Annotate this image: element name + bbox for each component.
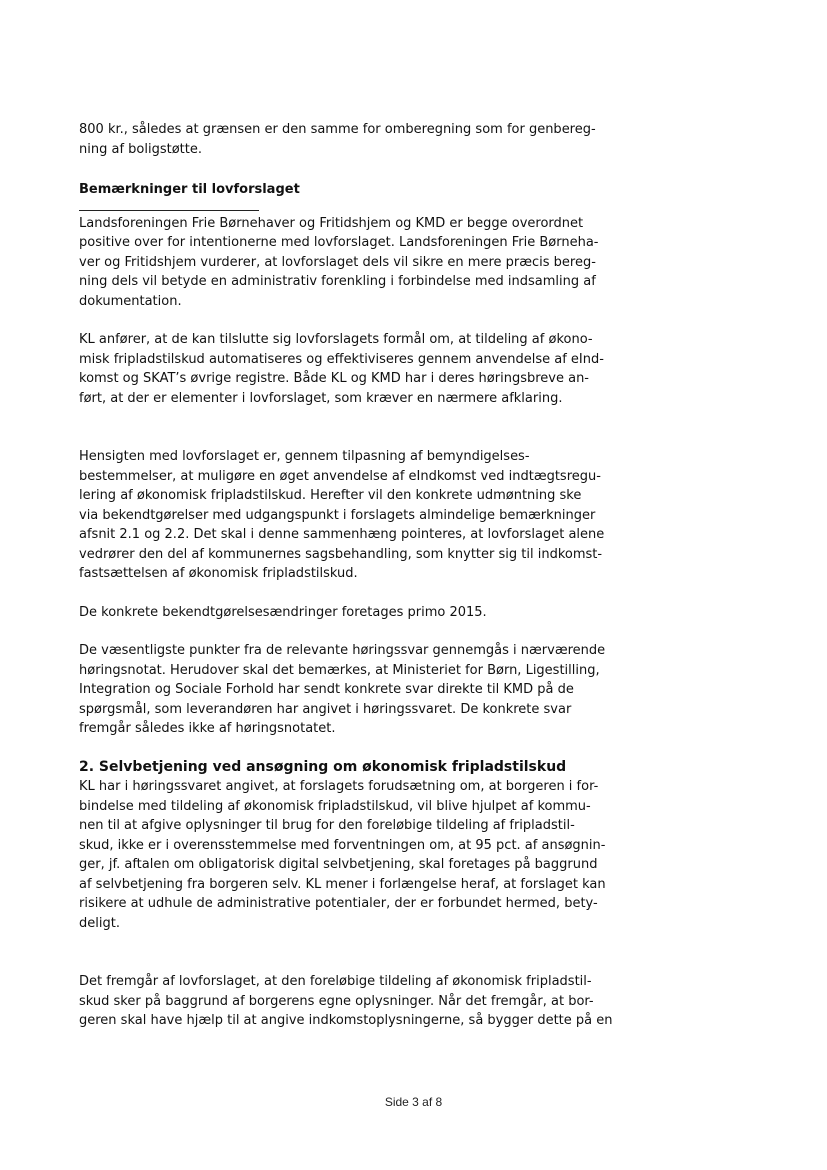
intro-paragraph: 800 kr., således at grænsen er den samme for omberegning som for genbereg- ning af boligstøtte. bbox=[79, 122, 596, 157]
paragraph-preliminary: Det fremgår af lovforslaget, at den foreløbige tildeling af økonomisk fripladstil- skud sker på baggrund af borgerens egne oplysninger. Når det fremgår, at bor- geren skal have hjælp til at angive indkomstoplysningerne, så bygger dette på en bbox=[79, 974, 613, 1028]
paragraph-purpose: Hensigten med lovforslaget er, gennem tilpasning af bemyndigelses- bestemmelser, at muligøre en øget anvendelse af eIndkomst ved indtægtsregu- lering af økonomisk fripladstilskud. Herefter vil den konkrete udmøntning ske via bekendtgørelser med udgangspunkt i forslagets almindelige bemærkninger afsnit 2.1 og 2.2. Det skal i denne sammenhæng pointeres, at lovforslaget alene vedrører den del af kommunernes sagsbehandling, som knytter sig til indkomst- fastsættelsen af økonomisk fripladstilskud. bbox=[79, 449, 605, 581]
paragraph-selfservice: KL har i høringssvaret angivet, at forslagets forudsætning om, at borgeren i for- bindelse med tildeling af økonomisk fripladstilskud, vil blive hjulpet af kommu- nen til at afgive oplysninger til brug for den foreløbige tildeling af fripladstil- skud, ikke er i overensstemmelse med forventningen om, at 95 pct. af ansøgnin- ger, jf. aftalen om obligatorisk digital selvbetjening, skal foretages på baggrund af selvbetjening fra borgeren selv. KL mener i forlængelse heraf, at forslaget kan risikere at udhule de administrative potentialer, der er forbundet hermed, bety- deligt. bbox=[79, 779, 606, 931]
paragraph-kl: KL anfører, at de kan tilslutte sig lovforslagets formål om, at tildeling af økono- misk fripladstilskud automatiseres og effektiviseres gennem anvendelse af eInd- komst og SKAT’s øvrige registre. Både KL og KMD har i deres høringsbreve an- ført, at der er elementer i lovforslaget, som kræver en nærmere afklaring. bbox=[79, 332, 604, 406]
page-number: Side 3 af 8 bbox=[384, 1095, 443, 1109]
remarks-heading: Bemærkninger til lovforslaget bbox=[79, 182, 300, 197]
paragraph-stakeholders: Landsforeningen Frie Børnehaver og Fritidshjem og KMD er begge overordnet positive over for intentionerne med lovforslaget. Landsforeningen Frie Børneha- ver og Fritidshjem vurderer, at lovforslaget dels vil sikre en mere præcis bereg- ning dels vil betyde en administrativ forenkling i forbindelse med indsamling af dokumentation. bbox=[79, 215, 599, 309]
paragraph-changes: De konkrete bekendtgørelsesændringer foretages primo 2015. bbox=[79, 604, 487, 620]
paragraph-responses: De væsentligste punkter fra de relevante høringssvar gennemgås i nærværende høringsnotat. Herudover skal det bemærkes, at Ministeriet for Børn, Ligestilling, Integration og Sociale Forhold har sendt konkrete svar direkte til KMD på de spørgsmål, som leverandøren har angivet i høringssvaret. De konkrete svar fremgår således ikke af høringsnotatet. bbox=[79, 643, 606, 736]
section-2-heading: 2. Selvbetjening ved ansøgning om økonomisk fripladstilskud bbox=[79, 758, 567, 775]
page-body bbox=[79, 120, 619, 1031]
